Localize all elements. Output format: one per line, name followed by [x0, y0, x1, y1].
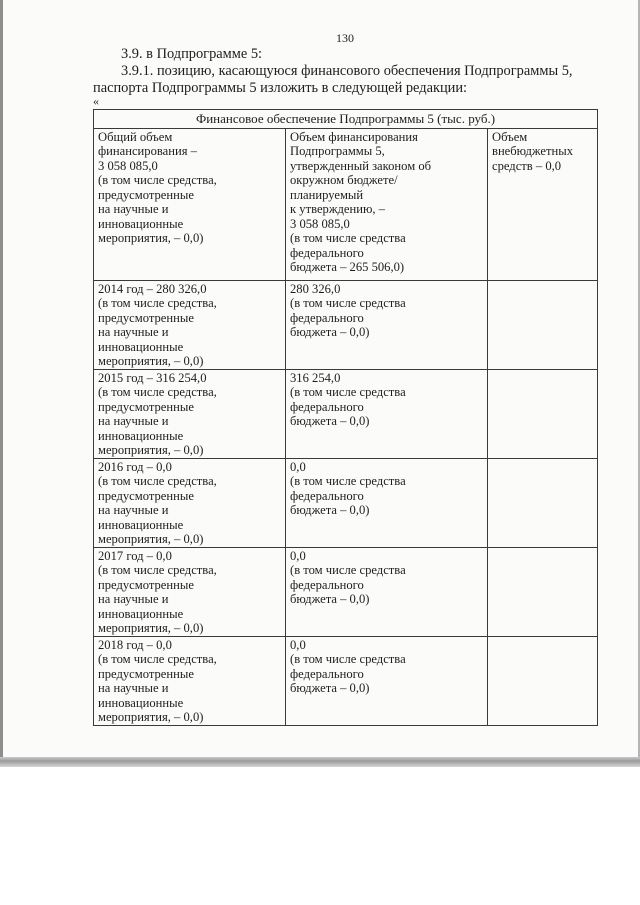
budget-financing: Объем финансирования Подпрограммы 5, утвержденный законом об окружном бюджете/ планируемый к утверждению, – 3 058 085,0 (в том числе средства федерального бюджета – 265 506,0)	[290, 129, 432, 274]
table-cell	[94, 128, 286, 280]
scan-left-edge	[0, 0, 3, 765]
table-title: Финансовое обеспечение Подпрограммы 5 (тыс. руб.)	[94, 110, 598, 129]
table-cell	[94, 369, 286, 458]
table-cell	[488, 128, 598, 280]
year-budget: 280 326,0 (в том числе средства федерального бюджета – 0,0)	[290, 281, 406, 339]
table-cell	[94, 458, 286, 547]
year-total: 2015 год – 316 254,0 (в том числе средства, предусмотренные на научные и инновационные мероприятия, – 0,0)	[98, 370, 217, 457]
section-heading: 3.9. в Подпрограмме 5:	[121, 46, 263, 62]
instruction-line-2: паспорта Подпрограммы 5 изложить в следующей редакции:	[93, 80, 468, 96]
table-cell	[286, 547, 488, 636]
table-cell	[94, 636, 286, 725]
year-budget: 0,0 (в том числе средства федерального бюджета – 0,0)	[290, 637, 406, 695]
year-budget: 0,0 (в том числе средства федерального бюджета – 0,0)	[290, 548, 406, 606]
table-row	[94, 369, 598, 458]
table-row	[94, 458, 598, 547]
year-total: 2017 год – 0,0 (в том числе средства, предусмотренные на научные и инновационные мероприятия, – 0,0)	[98, 548, 217, 635]
total-financing: Общий объем финансирования – 3 058 085,0 (в том числе средства, предусмотренные на научные и инновационные мероприятия, – 0,0)	[98, 129, 217, 245]
year-budget: 316 254,0 (в том числе средства федерального бюджета – 0,0)	[290, 370, 406, 428]
table-cell	[94, 280, 286, 369]
financing-table	[93, 109, 598, 726]
year-total: 2016 год – 0,0 (в том числе средства, предусмотренные на научные и инновационные мероприятия, – 0,0)	[98, 459, 217, 546]
table-cell	[286, 636, 488, 725]
table-cell	[488, 636, 598, 725]
table-cell	[286, 128, 488, 280]
table-row	[94, 547, 598, 636]
table-cell	[286, 280, 488, 369]
year-budget: 0,0 (в том числе средства федерального бюджета – 0,0)	[290, 459, 406, 517]
table-cell	[286, 458, 488, 547]
table-cell	[488, 547, 598, 636]
table-row	[94, 636, 598, 725]
table-cell	[286, 369, 488, 458]
opening-quote: «	[93, 94, 99, 108]
year-total: 2014 год – 280 326,0 (в том числе средства, предусмотренные на научные и инновационные мероприятия, – 0,0)	[98, 281, 217, 368]
table-cell	[488, 280, 598, 369]
table-row	[94, 128, 598, 280]
table-cell	[488, 458, 598, 547]
page-number: 130	[336, 31, 354, 45]
instruction-line-1: 3.9.1. позицию, касающуюся финансового обеспечения Подпрограммы 5,	[121, 63, 573, 79]
table-cell	[488, 369, 598, 458]
year-total: 2018 год – 0,0 (в том числе средства, предусмотренные на научные и инновационные мероприятия, – 0,0)	[98, 637, 217, 724]
table-row	[94, 280, 598, 369]
table-cell	[94, 547, 286, 636]
scan-bottom-edge	[0, 757, 640, 767]
extrabudgetary-funds: Объем внебюджетных средств – 0,0	[492, 129, 573, 173]
